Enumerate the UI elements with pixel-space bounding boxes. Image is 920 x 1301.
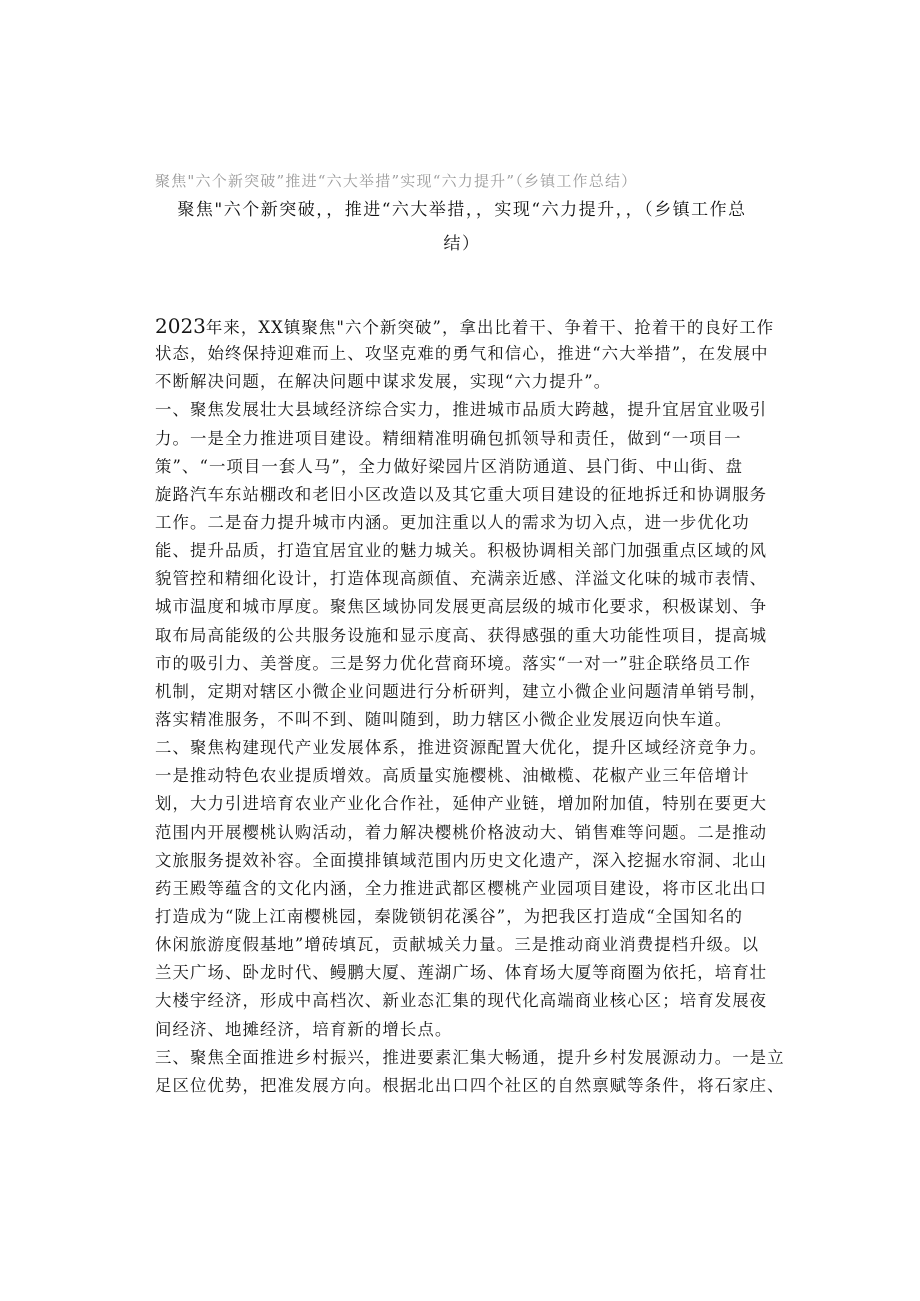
section-heading-3: 三、聚焦全面推进乡村振兴，推进要素汇集大畅通，提升乡村发展源动力。一是立	[155, 1047, 785, 1067]
body-line: 机制，定期对辖区小微企业问题进行分析研判，建立小微企业问题清单销号制，	[155, 681, 768, 701]
body-line: 不断解决问题，在解决问题中谋求发展，实现“六力提升”。	[155, 372, 612, 392]
body-line: 打造成为“陇上江南樱桃园，秦陇锁钥花溪谷”，为把我区打造成“全国知名的	[155, 906, 744, 926]
body-line: 城市温度和城市厚度。聚焦区域协同发展更高层级的城市化要求，积极谋划、争	[155, 597, 768, 617]
document-main-title	[172, 193, 752, 261]
first-line-text: 年来，XX镇聚焦"六个新突破”，拿出比着干、争着干、抢着干的良好工作	[205, 318, 775, 337]
body-line: 大楼宇经济，形成中高档次、新业态汇集的现代化高端商业核心区；培育发展夜	[155, 991, 768, 1011]
body-line: 旋路汽车东站棚改和老旧小区改造以及其它重大项目建设的征地拆迁和协调服务	[155, 484, 768, 504]
body-line: 划，大力引进培育农业产业化合作社，延伸产业链，增加附加值，特别在要更大	[155, 794, 768, 814]
body-line: 能、提升品质，打造宜居宜业的魅力城关。积极协调相关部门加强重点区域的风	[155, 541, 768, 561]
main-title-line-1: 聚焦"六个新突破，，推进“六大举措，，实现“六力提升，，（乡镇工作总	[177, 200, 747, 220]
year-number: 2023	[155, 314, 206, 338]
body-line: 一是推动特色农业提质增效。高质量实施樱桃、油橄榄、花椒产业三年倍增计	[155, 766, 750, 786]
body-line: 策”、“一项目一套人马”，全力做好梁园片区消防通道、县门街、中山街、盘	[155, 456, 744, 476]
body-line: 兰天广场、卧龙时代、鳗鹏大厦、莲湖广场、体育场大厦等商圈为依托，培育壮	[155, 963, 768, 983]
body-line: 文旅服务提效补容。全面摸排镇域范围内历史文化遗产，深入挖掘水帘洞、北山	[155, 850, 768, 870]
body-line: 药王殿等蕴含的文化内涵，全力推进武都区樱桃产业园项目建设，将市区北出口	[155, 878, 768, 898]
document-header-title: 聚焦"六个新突破”推进“六大举措”实现“六力提升”（乡镇工作总结）	[155, 172, 638, 190]
body-line: 足区位优势，把准发展方向。根据北出口四个社区的自然禀赋等条件，将石家庄、	[155, 1075, 785, 1095]
main-title-line-2: 结）	[443, 234, 481, 254]
body-line: 取布局高能级的公共服务设施和显示度高、获得感强的重大功能性项目，提高城	[155, 625, 768, 645]
section-heading-1: 一、聚焦发展壮大县域经济综合实力，推进城市品质大跨越，提升宜居宜业吸引	[155, 400, 768, 420]
body-line: 状态，始终保持迎难而上、攻坚克难的勇气和信心，推进“六大举措”，在发展中	[155, 344, 769, 364]
body-line: 力。一是全力推进项目建设。精细精准明确包抓领导和责任，做到“一项目一	[155, 428, 742, 448]
body-line	[155, 312, 775, 340]
document-body	[155, 312, 785, 1100]
body-line: 范围内开展樱桃认购活动，着力解决樱桃价格波动大、销售难等问题。二是推动	[155, 822, 768, 842]
body-line: 工作。二是奋力提升城市内涵。更加注重以人的需求为切入点，进一步优化功	[155, 512, 750, 532]
body-line: 貌管控和精细化设计，打造体现高颜值、充满亲近感、洋溢文化味的城市表情、	[155, 569, 768, 589]
body-line: 市的吸引力、美誉度。三是努力优化营商环境。落实“一对一”驻企联络员工作	[155, 653, 752, 673]
body-line: 间经济、地摊经济，培育新的增长点。	[155, 1019, 453, 1039]
section-heading-2: 二、聚焦构建现代产业发展体系，推进资源配置大优化，提升区域经济竞争力。	[155, 738, 768, 758]
body-line: 休闲旅游度假基地”增砖填瓦，贡献城关力量。三是推动商业消费提档升级。以	[155, 935, 760, 955]
body-line: 落实精准服务，不叫不到、随叫随到，助力辖区小微企业发展迈向快车道。	[155, 709, 733, 729]
